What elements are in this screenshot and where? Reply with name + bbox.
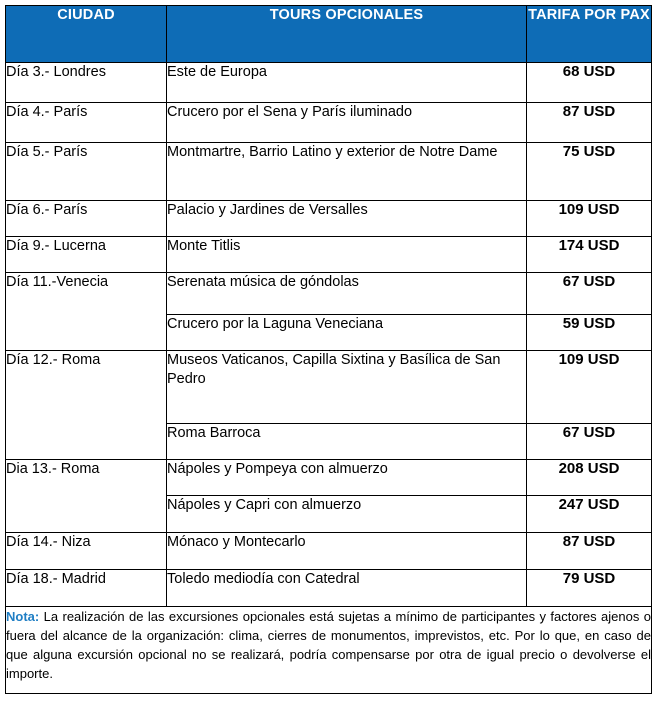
cell-city: Día 3.- Londres [6,63,167,103]
cell-fare: 79 USD [527,570,652,607]
cell-tour: Toledo mediodía con Catedral [167,570,527,607]
cell-tour: Roma Barroca [167,424,527,460]
column-header-city: CIUDAD [6,6,167,63]
cell-city: Dia 13.- Roma [6,460,167,533]
cell-city: Día 11.-Venecia [6,273,167,351]
cell-fare: 174 USD [527,237,652,273]
table-row [6,103,652,143]
column-header-fare: TARIFA POR PAX [527,6,652,63]
cell-tour: Crucero por el Sena y París iluminado [167,103,527,143]
cell-fare: 109 USD [527,351,652,424]
cell-tour: Nápoles y Pompeya con almuerzo [167,460,527,496]
table-header [6,6,652,63]
cell-tour: Mónaco y Montecarlo [167,533,527,570]
column-header-tours: TOURS OPCIONALES [167,6,527,63]
table-row [6,570,652,607]
cell-city: Día 6.- París [6,201,167,237]
cell-fare: 59 USD [527,315,652,351]
cell-fare: 87 USD [527,103,652,143]
table-row [6,201,652,237]
cell-tour: Crucero por la Laguna Veneciana [167,315,527,351]
table-body [6,63,652,694]
cell-fare: 109 USD [527,201,652,237]
cell-fare: 67 USD [527,424,652,460]
cell-tour: Palacio y Jardines de Versalles [167,201,527,237]
cell-city: Día 4.- París [6,103,167,143]
table-row [6,237,652,273]
cell-tour: Serenata música de góndolas [167,273,527,315]
table-row [6,273,652,315]
cell-tour: Montmartre, Barrio Latino y exterior de Notre Dame [167,143,527,201]
cell-fare: 68 USD [527,63,652,103]
cell-tour: Nápoles y Capri con almuerzo [167,496,527,533]
cell-tour: Museos Vaticanos, Capilla Sixtina y Basílica de San Pedro [167,351,527,424]
cell-tour: Este de Europa [167,63,527,103]
header-row [6,6,652,63]
note-row [6,607,652,694]
footnote-label: Nota: [6,609,40,624]
cell-city: Día 9.- Lucerna [6,237,167,273]
table-row [6,533,652,570]
cell-city: Día 12.- Roma [6,351,167,460]
cell-fare: 75 USD [527,143,652,201]
cell-tour: Monte Titlis [167,237,527,273]
cell-city: Día 18.- Madrid [6,570,167,607]
cell-fare: 67 USD [527,273,652,315]
cell-city: Día 14.- Niza [6,533,167,570]
table-row [6,351,652,424]
footnote-cell [6,607,652,694]
cell-fare: 247 USD [527,496,652,533]
footnote-text: La realización de las excursiones opcionales está sujetas a mínimo de participantes y factores ajenos o fuera del alcance de la organización: clima, cierres de monumentos, imprevistos, etc. Por lo que, en caso de que alguna excursión opcional no se realizará, podría compensarse por otra de igual precio o devolverse el importe. [6,609,651,682]
cell-city: Día 5.- París [6,143,167,201]
table-row [6,460,652,496]
table-row [6,63,652,103]
cell-fare: 87 USD [527,533,652,570]
optional-tours-table [5,5,652,694]
table-row [6,143,652,201]
cell-fare: 208 USD [527,460,652,496]
